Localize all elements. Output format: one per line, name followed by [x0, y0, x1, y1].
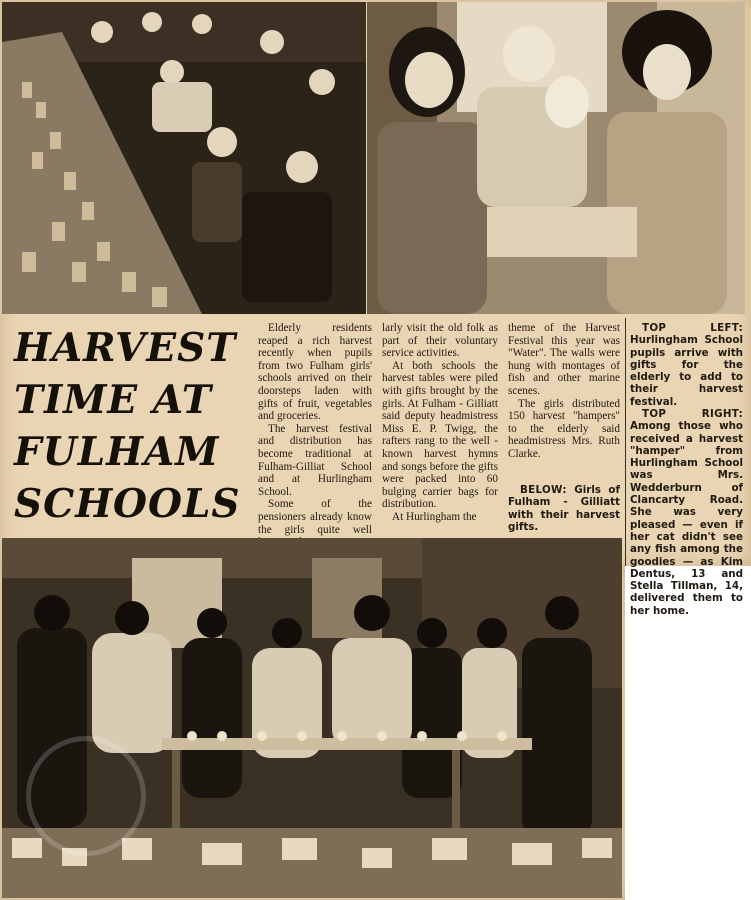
- caption-lead: BELOW:: [520, 484, 567, 496]
- headline-line-1: HARVEST: [14, 325, 237, 371]
- caption-text: Girls of Fulham - Gilliatt with their harvest gifts.: [508, 484, 620, 533]
- article-column-1: [258, 322, 372, 549]
- caption-lead: TOP RIGHT:: [642, 408, 743, 420]
- article-paragraph: The harvest festival and distribution has become traditional at Fulham-Gilliat School and at Hurlingham School.: [258, 422, 372, 498]
- article-paragraph: Some of the pensioners already know the girls quite well: [258, 498, 372, 536]
- article-paragraph: Elderly residents reaped a rich harvest recently when pupils from two Fulham girls' schools arrived on their doorsteps laden with gifts of fruit, vegetables and groceries.: [258, 322, 372, 423]
- headline-line-3: FULHAM: [14, 429, 220, 475]
- caption-top-left: [630, 322, 743, 416]
- column-divider: [625, 318, 626, 566]
- headline-line-4: SCHOOLS: [14, 481, 241, 527]
- article-paragraph: The girls distributed 150 harvest "hampers" to the elderly said headmistress Mrs. Ruth Clarke.: [508, 397, 620, 460]
- article-paragraph: theme of the Harvest Festival this year was "Water". The walls were hung with montages of fish and other marine scenes.: [508, 322, 620, 397]
- headline: [14, 322, 254, 530]
- article-paragraph: At Hurlingham the: [392, 510, 477, 523]
- article-paragraph: larly visit the old folk as part of their voluntary service activities.: [382, 322, 498, 360]
- photo-top-right: [367, 2, 745, 314]
- caption-top-right: [630, 408, 743, 625]
- article-column-3: [508, 322, 620, 461]
- photo-top-left: [2, 2, 366, 314]
- article-paragraph: At both schools the harvest tables were piled with gifts brought by the girls. At Fulham - Gilliatt said deputy headmistress Miss E. P. Twigg, the rafters rang to the well - known harvest hymns and songs before the gifts were packed into 60 bulging carrier bags for distribution.: [382, 359, 498, 511]
- caption-below: [508, 484, 620, 541]
- caption-lead: TOP LEFT:: [642, 322, 743, 334]
- article-column-2: [382, 322, 498, 524]
- watermark-stamp: [26, 736, 146, 856]
- headline-line-2: TIME AT: [14, 377, 212, 423]
- caption-text: Hurlingham School pupils arrive with gifts for the elderly to add to their harvest festival.: [630, 334, 743, 408]
- caption-text: Among those who received a harvest "hamper" from Hurlingham School was Mrs. Wedderburn of Clancarty Road. She was very pleased — even if her cat didn't see any fish among the goodies — as Kim Dentus, 13 and Stella Tillman, 14, delivered them to her home.: [630, 420, 743, 617]
